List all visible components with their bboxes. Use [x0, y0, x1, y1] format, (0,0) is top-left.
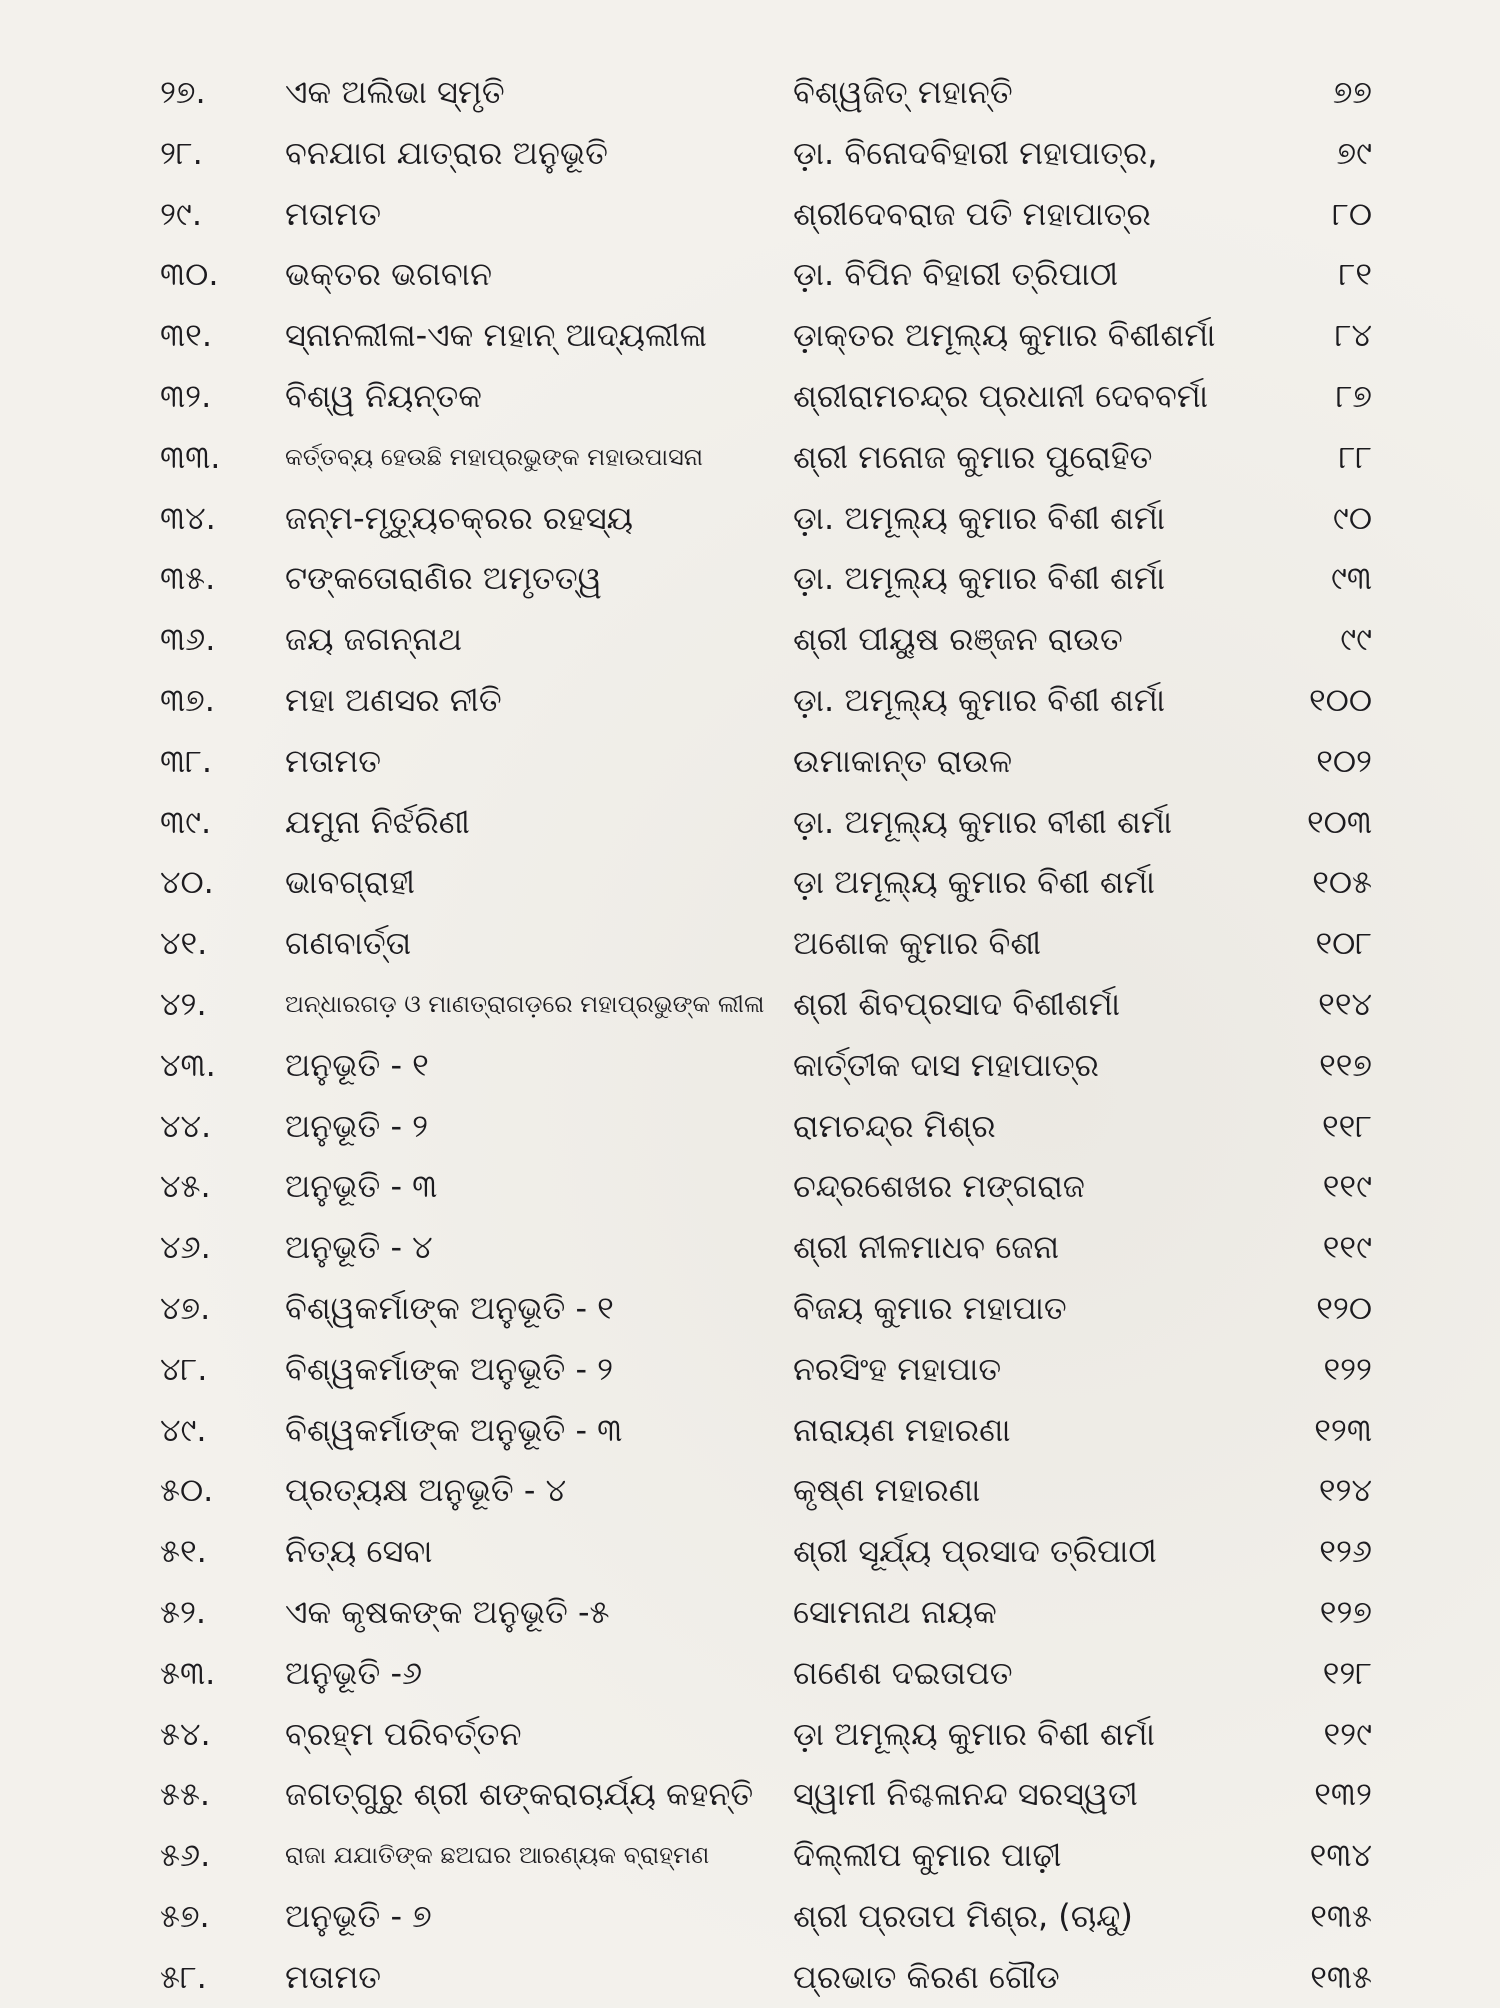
entry-title: ଯମୁନା ନିର୍ଝରିଣୀ — [285, 802, 470, 841]
entry-page-number: ୧୨୩ — [1314, 1410, 1372, 1449]
entry-author: ଶ୍ରୀ ନୀଳମାଧବ ଜେନା — [793, 1228, 1060, 1267]
entry-page-number: ୮୧ — [1338, 255, 1372, 294]
entry-title: ଏକ କୃଷକଙ୍କ ଅନୁଭୂତି -୫ — [285, 1592, 610, 1631]
entry-author: ଶ୍ରୀରାମଚନ୍ଦ୍ର ପ୍ରଧାନୀ ଦେବବର୍ମା — [793, 376, 1209, 415]
entry-title: ଅନୁଭୂତି - ୨ — [285, 1106, 429, 1145]
toc-entry — [0, 123, 1500, 184]
entry-title: ଏକ ଅଲିଭା ସ୍ମୃତି — [285, 73, 505, 111]
entry-number: ୩୯. — [160, 802, 212, 841]
toc-entry — [0, 1582, 1500, 1643]
entry-title: ବିଶ୍ୱକର୍ମାଙ୍କ ଅନୁଭୂତି - ୧ — [285, 1288, 614, 1327]
entry-title: ଅନୁଭୂତି - ୭ — [285, 1896, 432, 1935]
entry-title: ବିଶ୍ୱ ନିୟନ୍ତକ — [285, 376, 482, 415]
entry-page-number: ୧୧୯ — [1322, 1228, 1372, 1267]
entry-number: ୩୬. — [160, 620, 216, 659]
entry-title: ଅନୁଭୂତି -୬ — [285, 1653, 423, 1692]
entry-author: ଡ଼ା. ଅମୂଲ୍ୟ କୁମାର ବିଶୀ ଶର୍ମା — [793, 680, 1166, 719]
entry-title: ଭାବଗ୍ରାହୀ — [285, 863, 415, 902]
toc-entry — [0, 184, 1500, 245]
entry-page-number: ୧୩୫ — [1310, 1896, 1372, 1935]
entry-number: ୫୪. — [160, 1714, 211, 1753]
entry-number: ୫୦. — [160, 1471, 214, 1510]
entry-page-number: ୧୨୭ — [1319, 1592, 1372, 1631]
entry-number: ୩୧. — [160, 316, 212, 355]
toc-entry — [0, 1156, 1500, 1217]
entry-page-number: ୧୨୪ — [1318, 1471, 1372, 1510]
entry-author: ଶ୍ରୀ ଶିବପ୍ରସାଦ ବିଶୀଶର୍ମା — [793, 984, 1121, 1023]
entry-page-number: ୧୩୫ — [1310, 1957, 1372, 1996]
toc-entry — [0, 1825, 1500, 1886]
toc-entry — [0, 305, 1500, 366]
entry-author: କାର୍ତ୍ତୀକ ଦାସ ମହାପାତ୍ର — [793, 1045, 1099, 1084]
entry-page-number: ୧୧୯ — [1322, 1167, 1372, 1206]
entry-title: ଜନ୍ମ-ମୃତ୍ୟୁଚକ୍ରର ରହସ୍ୟ — [285, 498, 634, 537]
toc-entry — [0, 1339, 1500, 1400]
entry-author: ଡ଼ା. ଅମୂଲ୍ୟ କୁମାର ବିଶୀ ଶର୍ମା — [793, 559, 1166, 598]
entry-number: ୪୨. — [160, 984, 207, 1023]
entry-number: ୩୭. — [160, 680, 215, 719]
entry-title: ରାଜା ଯଯାତିଙ୍କ ଛଅଘର ଆରଣ୍ୟକ ବ୍ରାହ୍ମଣ — [285, 1841, 710, 1870]
entry-author: ଅଶୋକ କୁମାର ବିଶୀ — [793, 924, 1042, 963]
entry-author: ଶ୍ରୀ ପୀୟୁଷ ରଞ୍ଜନ ରାଉତ — [793, 620, 1123, 659]
entry-title: ଅନୁଭୂତି - ୪ — [285, 1228, 433, 1267]
toc-entry — [0, 1096, 1500, 1157]
entry-page-number: ୭୭ — [1332, 73, 1372, 111]
entry-number: ୩୪. — [160, 498, 216, 537]
entry-page-number: ୧୨୮ — [1322, 1653, 1372, 1692]
toc-entry — [0, 488, 1500, 549]
toc-entry — [0, 1704, 1500, 1765]
entry-author: ଡ଼ା. ଅମୂଲ୍ୟ କୁମାର ବିଶୀ ଶର୍ମା — [793, 498, 1166, 537]
entry-title: ଅନ୍ଧାରଗଡ଼ ଓ ମାଣତ୍ରାଗଡ଼ରେ ମହାପ୍ରଭୁଙ୍କ ଲୀଳା — [285, 989, 765, 1018]
entry-title: ଅନୁଭୂତି - ୧ — [285, 1045, 429, 1084]
entry-number: ୪୧. — [160, 924, 208, 963]
entry-author: ପ୍ରଭାତ କିରଣ ଗୌଡ — [793, 1957, 1060, 1996]
entry-page-number: ୧୧୪ — [1318, 984, 1372, 1023]
entry-number: ୩୨. — [160, 376, 212, 415]
entry-number: ୩୦. — [160, 255, 219, 294]
entry-page-number: ୧୧୮ — [1321, 1106, 1372, 1145]
entry-page-number: ୮୪ — [1334, 316, 1372, 355]
entry-page-number: ୧୨୦ — [1316, 1288, 1372, 1327]
entry-page-number: ୧୦୨ — [1316, 741, 1372, 780]
entry-number: ୩୮. — [160, 741, 213, 780]
toc-entry — [0, 1764, 1500, 1825]
toc-entry — [0, 1035, 1500, 1096]
toc-entry — [0, 1217, 1500, 1278]
entry-number: ୫୩. — [160, 1653, 216, 1692]
entry-title: ବିଶ୍ୱକର୍ମାଙ୍କ ଅନୁଭୂତି - ୩ — [285, 1410, 623, 1449]
entry-title: ଅନୁଭୂତି - ୩ — [285, 1167, 438, 1206]
entry-number: ୫୨. — [160, 1592, 207, 1631]
toc-entry — [0, 548, 1500, 609]
entry-author: ବିଶ୍ୱଜିତ୍ ମହାନ୍ତି — [793, 73, 1013, 111]
entry-title: ଟଙ୍କତୋରାଣିର ଅମୃତତ୍ୱ — [285, 559, 602, 598]
entry-author: ଶ୍ରୀ ସୂର୍ଯ୍ୟ ପ୍ରସାଦ ତ୍ରିପାଠୀ — [793, 1532, 1157, 1571]
entry-author: ଶ୍ରୀଦେବରାଜ ପତି ମହାପାତ୍ର — [793, 194, 1151, 233]
entry-number: ୪୭. — [160, 1288, 211, 1327]
toc-entry — [0, 731, 1500, 792]
entry-author: ଡ଼ା. ବିପିନ ବିହାରୀ ତ୍ରିପାଠୀ — [793, 255, 1119, 294]
toc-entry — [0, 62, 1500, 123]
entry-number: ୪୫. — [160, 1167, 211, 1206]
entry-page-number: ୧୨୨ — [1323, 1349, 1372, 1388]
entry-title: ଜଗତ୍‌ଗୁରୁ ଶ୍ରୀ ଶଙ୍କରାଚାର୍ଯ୍ୟ କହନ୍ତି — [285, 1775, 754, 1814]
entry-number: ୪୩. — [160, 1045, 216, 1084]
entry-title: ମତାମତ — [285, 194, 382, 233]
toc-entry — [0, 913, 1500, 974]
entry-number: ୫୮. — [160, 1957, 207, 1996]
entry-number: ୫୫. — [160, 1775, 211, 1814]
entry-page-number: ୯୯ — [1340, 620, 1372, 659]
entry-title: ମତାମତ — [285, 741, 382, 780]
entry-page-number: ୧୦୦ — [1308, 680, 1372, 719]
entry-title: ଜୟ ଜଗନ୍ନାଥ — [285, 620, 463, 659]
entry-page-number: ୧୦୮ — [1315, 924, 1372, 963]
entry-author: କୃଷ୍ଣ ମହାରଣା — [793, 1471, 981, 1510]
entry-number: ୪୦. — [160, 863, 214, 902]
entry-number: ୪୯. — [160, 1410, 207, 1449]
toc-entry — [0, 792, 1500, 853]
entry-title: ମହା ଅଣସର ନୀତି — [285, 680, 502, 719]
entry-author: ଡ଼ା ଅମୂଲ୍ୟ କୁମାର ବିଶୀ ଶର୍ମା — [793, 863, 1155, 902]
toc-entry — [0, 1886, 1500, 1947]
entry-number: ୫୧. — [160, 1532, 207, 1571]
entry-title: ମତାମତ — [285, 1957, 382, 1996]
entry-page-number: ୧୨୯ — [1323, 1714, 1372, 1753]
entry-author: ଉମାକାନ୍ତ ରାଉଳ — [793, 741, 1013, 780]
entry-number: ୨୮. — [160, 133, 203, 172]
entry-number: ୩୩. — [160, 437, 221, 476]
entry-title: ବନଯାଗ ଯାତ୍ରାର ଅନୁଭୂତି — [285, 133, 608, 172]
entry-page-number: ୮୮ — [1338, 437, 1372, 476]
entry-author: ନାରାୟଣ ମହାରଣା — [793, 1410, 1011, 1449]
toc-entry — [0, 366, 1500, 427]
entry-author: ଗଣେଶ ଦଇତାପତ — [793, 1653, 1013, 1692]
entry-author: ବିଜୟ କୁମାର ମହାପାତ — [793, 1288, 1067, 1327]
toc-entry — [0, 974, 1500, 1035]
entry-title: ସ୍ନାନଲୀଳା-ଏକ ମହାନ୍ ଆଦ୍ୟଲୀଳା — [285, 316, 707, 355]
entry-author: ରାମଚନ୍ଦ୍ର ମିଶ୍ର — [793, 1106, 996, 1145]
entry-title: କର୍ତ୍ତବ୍ୟ ହେଉଛି ମହାପ୍ରଭୁଙ୍କ ମହାଉପାସନା — [285, 442, 704, 471]
toc-entry — [0, 1278, 1500, 1339]
entry-author: ଶ୍ରୀ ପ୍ରତାପ ମିଶ୍ର, (ଚାନ୍ଦୁ) — [793, 1896, 1133, 1935]
entry-title: ଭକ୍ତର ଭଗବାନ — [285, 255, 493, 294]
entry-author: ଚନ୍ଦ୍ରଶେଖର ମଙ୍ଗରାଜ — [793, 1167, 1085, 1206]
toc-entry — [0, 1643, 1500, 1704]
entry-title: ବିଶ୍ୱକର୍ମାଙ୍କ ଅନୁଭୂତି - ୨ — [285, 1349, 614, 1388]
entry-author: ଦିଲ୍ଲୀପ କୁମାର ପାଢ଼ୀ — [793, 1836, 1062, 1875]
entry-page-number: ୧୨୬ — [1319, 1532, 1372, 1571]
entry-page-number: ୧୦୩ — [1307, 802, 1372, 841]
entry-number: ୨୭. — [160, 73, 206, 111]
table-of-contents — [0, 62, 1500, 2008]
toc-entry — [0, 1521, 1500, 1582]
entry-author: ଡ଼ାକ୍ତର ଅମୂଲ୍ୟ କୁମାର ବିଶୀଶର୍ମା — [793, 316, 1216, 355]
entry-number: ୫୬. — [160, 1836, 211, 1875]
entry-title: ପ୍ରତ୍ୟକ୍ଷ ଅନୁଭୂତି - ୪ — [285, 1471, 567, 1510]
toc-entry — [0, 670, 1500, 731]
entry-title: ବ୍ରହ୍ମ ପରିବର୍ତ୍ତନ — [285, 1714, 522, 1753]
toc-entry — [0, 1460, 1500, 1521]
entry-author: ଡ଼ା. ବିନୋଦବିହାରୀ ମହାପାତ୍ର, — [793, 133, 1158, 172]
entry-number: ୫୭. — [160, 1896, 210, 1935]
toc-entry — [0, 609, 1500, 670]
entry-author: ଶ୍ରୀ ମନୋଜ କୁମାର ପୁରୋହିତ — [793, 437, 1153, 476]
entry-author: ସ୍ୱାମୀ ନିଶ୍ଚଳାନନ୍ଦ ସରସ୍ୱତୀ — [793, 1775, 1138, 1814]
entry-page-number: ୭୯ — [1336, 133, 1372, 172]
entry-page-number: ୮୭ — [1335, 376, 1372, 415]
entry-page-number: ୯୩ — [1330, 559, 1372, 598]
entry-page-number: ୯୦ — [1332, 498, 1372, 537]
toc-entry — [0, 852, 1500, 913]
entry-title: ଗଣବାର୍ତ୍ତା — [285, 924, 412, 963]
entry-number: ୪୮. — [160, 1349, 208, 1388]
entry-title: ନିତ୍ୟ ସେବା — [285, 1532, 433, 1571]
entry-number: ୪୬. — [160, 1228, 211, 1267]
entry-author: ଡ଼ା ଅମୂଲ୍ୟ କୁମାର ବିଶୀ ଶର୍ମା — [793, 1714, 1155, 1753]
entry-page-number: ୧୩୨ — [1314, 1775, 1372, 1814]
entry-number: ୪୪. — [160, 1106, 212, 1145]
entry-page-number: ୧୩୪ — [1309, 1836, 1372, 1875]
toc-entry — [0, 1947, 1500, 2008]
entry-author: ଡ଼ା. ଅମୂଲ୍ୟ କୁମାର ବୀଶୀ ଶର୍ମା — [793, 802, 1173, 841]
entry-author: ନରସିଂହ ମହାପାତ — [793, 1349, 1002, 1388]
entry-page-number: ୧୧୭ — [1319, 1045, 1372, 1084]
toc-entry — [0, 427, 1500, 488]
entry-page-number: ୧୦୫ — [1312, 863, 1372, 902]
entry-number: ୩୫. — [160, 559, 216, 598]
entry-page-number: ୮୦ — [1332, 194, 1372, 233]
toc-entry — [0, 244, 1500, 305]
entry-number: ୨୯. — [160, 194, 203, 233]
toc-entry — [0, 1400, 1500, 1461]
entry-author: ସୋମନାଥ ନାୟକ — [793, 1592, 997, 1631]
